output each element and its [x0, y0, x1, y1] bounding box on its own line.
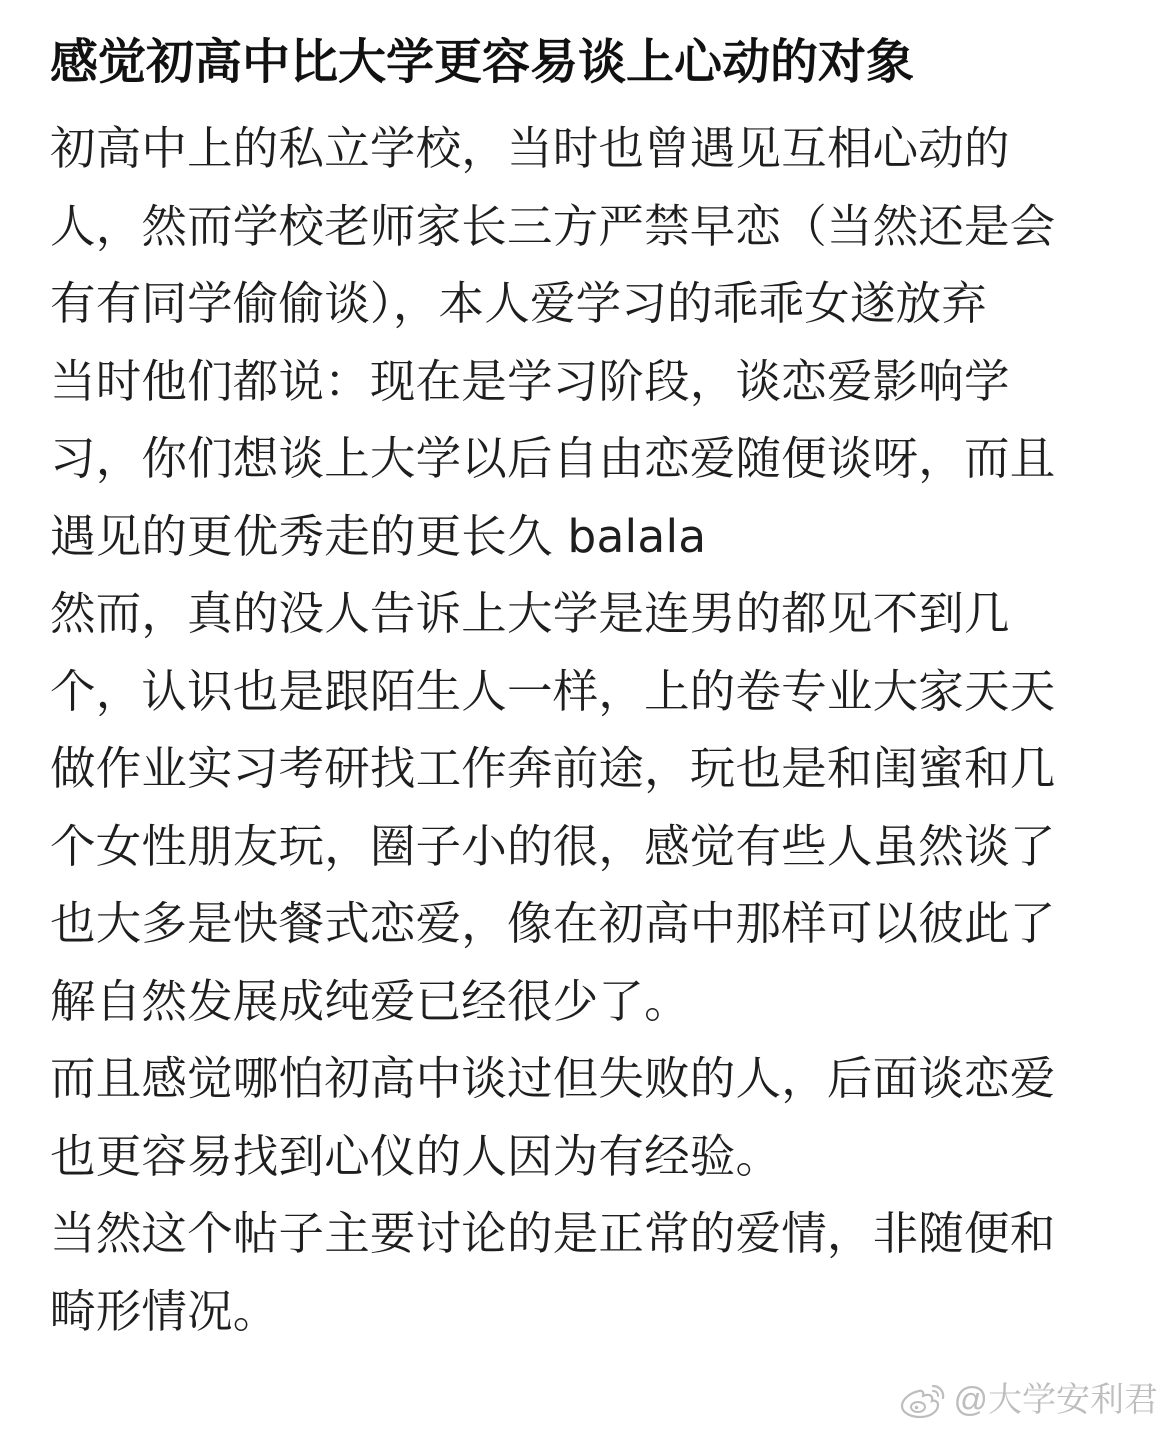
post	[50, 22, 1090, 1350]
post-paragraph-5: 当然这个帖子主要讨论的是正常的爱情，非随便和畸形情况。	[50, 1207, 1056, 1338]
watermark	[899, 1380, 1158, 1420]
post-paragraph-3: 然而，真的没人告诉上大学是连男的都见不到几个，认识也是跟陌生人一样，上的卷专业大家天天做作业实习考研找工作奔前途，玩也是和闺蜜和几个女性朋友玩，圈子小的很，感觉有些人虽然谈了也大多是快餐式恋爱，像在初高中那样可以彼此了解自然发展成纯爱已经很少了。	[50, 587, 1056, 1028]
post-paragraph-2: 当时他们都说：现在是学习阶段，谈恋爱影响学习，你们想谈上大学以后自由恋爱随便谈呀，而且遇见的更优秀走的更长久 balala	[50, 354, 1056, 563]
post-paragraph-4: 而且感觉哪怕初高中谈过但失败的人，后面谈恋爱也更容易找到心仪的人因为有经验。	[50, 1052, 1056, 1183]
post-paragraph-1: 初高中上的私立学校，当时也曾遇见互相心动的人，然而学校老师家长三方严禁早恋（当然还是会有有同学偷偷谈），本人爱学习的乖乖女遂放弃	[50, 122, 1056, 330]
watermark-text: @大学安利君	[953, 1381, 1158, 1419]
post-body	[50, 110, 1090, 1350]
weibo-icon	[899, 1381, 947, 1419]
post-title: 感觉初高中比大学更容易谈上心动的对象	[50, 34, 915, 90]
